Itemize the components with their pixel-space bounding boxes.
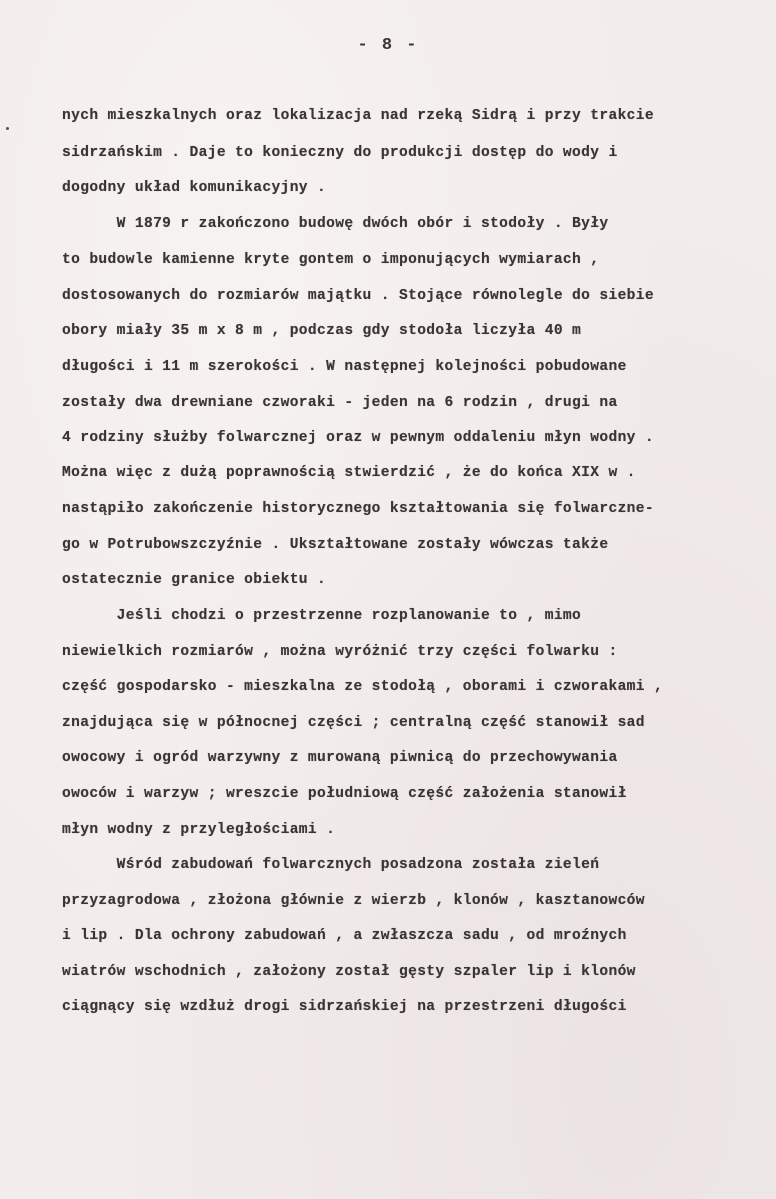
text-line: długości i 11 m szerokości . W następnej kolejności pobudowane: [62, 359, 627, 375]
text-line: ostatecznie granice obiektu .: [62, 572, 327, 588]
text-line: nastąpiło zakończenie historycznego kształtowania się folwarczne-: [62, 501, 654, 517]
paper-speck: [6, 127, 9, 130]
text-line: Wśród zabudowań folwarcznych posadzona została zieleń: [62, 857, 600, 873]
text-line: dostosowanych do rozmiarów majątku . Stojące równolegle do siebie: [62, 288, 654, 304]
text-line: zostały dwa drewniane czworaki - jeden na 6 rodzin , drugi na: [62, 395, 618, 411]
text-line: część gospodarsko - mieszkalna ze stodołą , oborami i czworakami ,: [62, 679, 664, 695]
text-line: obory miały 35 m x 8 m , podczas gdy stodoła liczyła 40 m: [62, 323, 582, 339]
text-line: go w Potrubowszczyźnie . Ukształtowane zostały wówczas także: [62, 537, 609, 553]
text-line: ciągnący się wzdłuż drogi sidrzańskiej na przestrzeni długości: [62, 999, 627, 1015]
text-line: i lip . Dla ochrony zabudowań , a zwłaszcza sadu , od mroźnych: [62, 928, 627, 944]
text-line: znajdująca się w północnej części ; centralną część stanowił sad: [62, 715, 645, 731]
text-line: wiatrów wschodnich , założony został gęsty szpaler lip i klonów: [62, 964, 636, 980]
text-line: owoców i warzyw ; wreszcie południową część założenia stanowił: [62, 786, 627, 802]
text-line: to budowle kamienne kryte gontem o imponujących wymiarach ,: [62, 252, 600, 268]
text-line: dogodny układ komunikacyjny .: [62, 180, 327, 196]
text-line: 4 rodziny służby folwarcznej oraz w pewnym oddaleniu młyn wodny .: [62, 430, 654, 446]
text-line: W 1879 r zakończono budowę dwóch obór i stodoły . Były: [62, 216, 609, 232]
text-line: przyzagrodowa , złożona głównie z wierzb , klonów , kasztanowców: [62, 893, 645, 909]
page-number: - 8 -: [357, 36, 419, 55]
text-line: Jeśli chodzi o przestrzenne rozplanowanie to , mimo: [62, 608, 582, 624]
text-line: owocowy i ogród warzywny z murowaną piwnicą do przechowywania: [62, 750, 618, 766]
text-line: niewielkich rozmiarów , można wyróżnić trzy części folwarku :: [62, 644, 618, 660]
text-line: Można więc z dużą poprawnością stwierdzić , że do końca XIX w .: [62, 465, 636, 481]
text-line: nych mieszkalnych oraz lokalizacja nad rzeką Sidrą i przy trakcie: [62, 108, 654, 124]
text-line: sidrzańskim . Daje to konieczny do produkcji dostęp do wody i: [62, 145, 618, 161]
text-line: młyn wodny z przyległościami .: [62, 822, 336, 838]
